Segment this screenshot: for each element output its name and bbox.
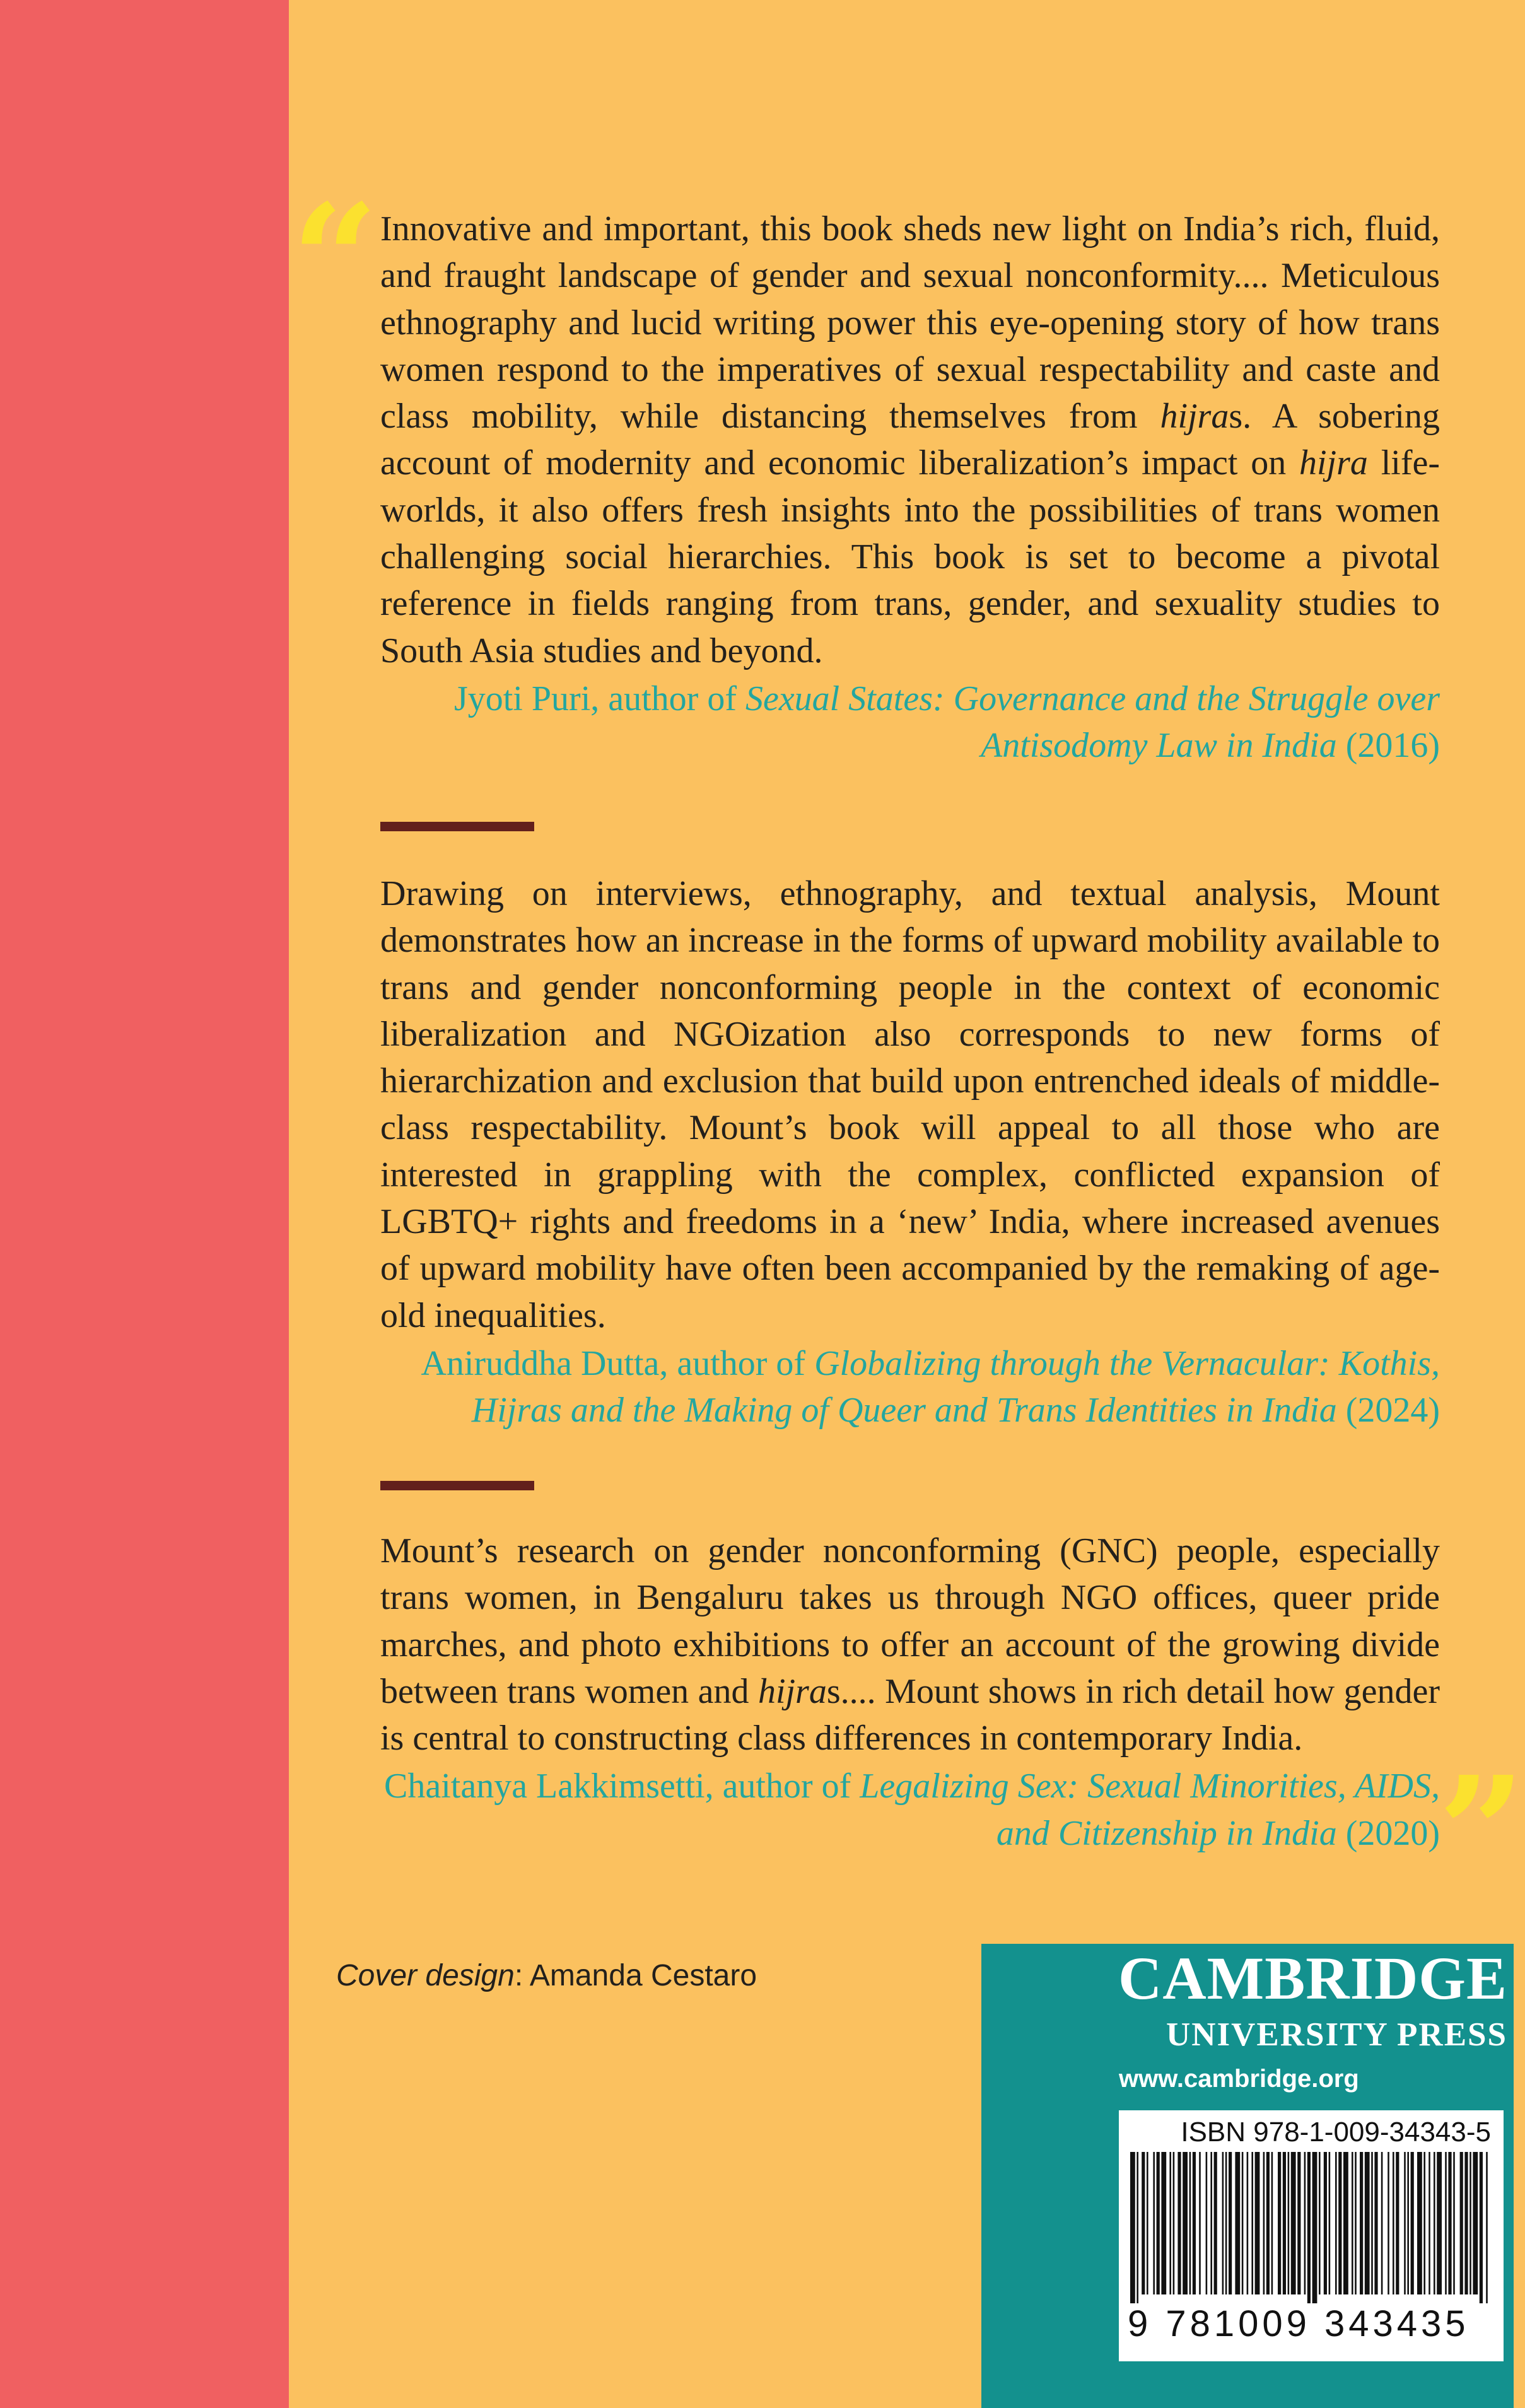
publisher-url: www.cambridge.org (1119, 2065, 1359, 2093)
quote-block-3 (380, 1528, 1440, 1857)
close-quote-mark: ” (1438, 1743, 1525, 1921)
quote-3-author: Chaitanya Lakkimsetti (384, 1767, 705, 1806)
quote-block-2 (380, 870, 1440, 1434)
barcode-digits: 9 781009 343435 (1128, 2303, 1469, 2344)
publisher-box (981, 1944, 1514, 2408)
quote-1-author: Jyoti Puri (453, 679, 591, 718)
quote-2-attribution (380, 1340, 1440, 1434)
isbn-label: ISBN 978-1-009-34343-5 (1181, 2117, 1491, 2148)
quote-1-author-of: , author of (590, 679, 745, 718)
quote-2-author: Aniruddha Dutta (421, 1343, 660, 1383)
cover-design-label: Cover design (336, 1959, 515, 1992)
section-divider-1 (380, 822, 534, 831)
barcode-icon (1128, 2152, 1493, 2303)
open-quote-mark: “ (291, 171, 379, 349)
quote-3-year: (2020) (1336, 1813, 1440, 1853)
quote-2-text: Drawing on interviews, ethnography, and textual analysis, Mount demonstrates how an increase in the forms of upward mobility available to trans and gender nonconforming people in the context of economic liberalization and NGOization also corresponds to new forms of hierarchization and exclusion that build upon entrenched ideals of middle-class respectability. Mount’s book will appeal to all those who are interested in grappling with the complex, conflicted expansion of LGBTQ+ rights and freedoms in a ‘new’ India, where increased avenues of upward mobility have often been accompanied by the remaking of age-old inequalities. (380, 874, 1440, 1335)
cover-design-separator: : (514, 1959, 530, 1992)
cover-designer-name: Amanda Cestaro (529, 1959, 757, 1992)
quote-1-book-title: Sexual States: Governance and the Struggle over Antisodomy Law in India (745, 679, 1440, 766)
quote-3-author-of: , author of (704, 1767, 860, 1806)
quote-3-attribution (380, 1763, 1440, 1857)
publisher-name: CAMBRIDGE (1118, 1944, 1507, 2012)
section-divider-2 (380, 1481, 534, 1490)
quote-2-book-title: Globalizing through the Vernacular: Kothis, Hijras and the Making of Queer and Trans Identities in India (471, 1343, 1440, 1430)
quote-1-text: Innovative and important, this book sheds new light on India’s rich, fluid, and fraught landscape of gender and sexual nonconformity.... Meticulous ethnography and lucid writing power this eye-opening story of how trans women respond to the imperatives of sexual respectability and caste and class mobility, while distancing themselves from hijras. A sobering account of modernity and economic liberalization’s impact on hijra life-worlds, it also offers fresh insights into the possibilities of trans women challenging social hierarchies. This book is set to become a pivotal reference in fields ranging from trans, gender, and sexuality studies to South Asia studies and beyond. (380, 209, 1440, 670)
barcode-panel (1119, 2110, 1504, 2361)
quote-2-author-of: , author of (659, 1343, 815, 1383)
quote-1-year: (2016) (1336, 726, 1440, 766)
quote-block-1 (380, 206, 1440, 769)
quote-3-book-title: Legalizing Sex: Sexual Minorities, AIDS, and Citizenship in India (860, 1767, 1440, 1853)
quote-3-text: Mount’s research on gender nonconforming (GNC) people, especially trans women, in Bengaluru takes us through NGO offices, queer pride marches, and photo exhibitions to offer an account of the growing divide between trans women and hijras.... Mount shows in rich detail how gender is central to constructing class differences in contemporary India. (380, 1531, 1440, 1758)
publisher-subtitle: UNIVERSITY PRESS (1166, 2016, 1507, 2053)
quote-2-year: (2024) (1336, 1391, 1440, 1430)
cover-design-credit (336, 1958, 757, 1993)
spine-strip (0, 0, 289, 2408)
quote-1-attribution (380, 675, 1440, 769)
